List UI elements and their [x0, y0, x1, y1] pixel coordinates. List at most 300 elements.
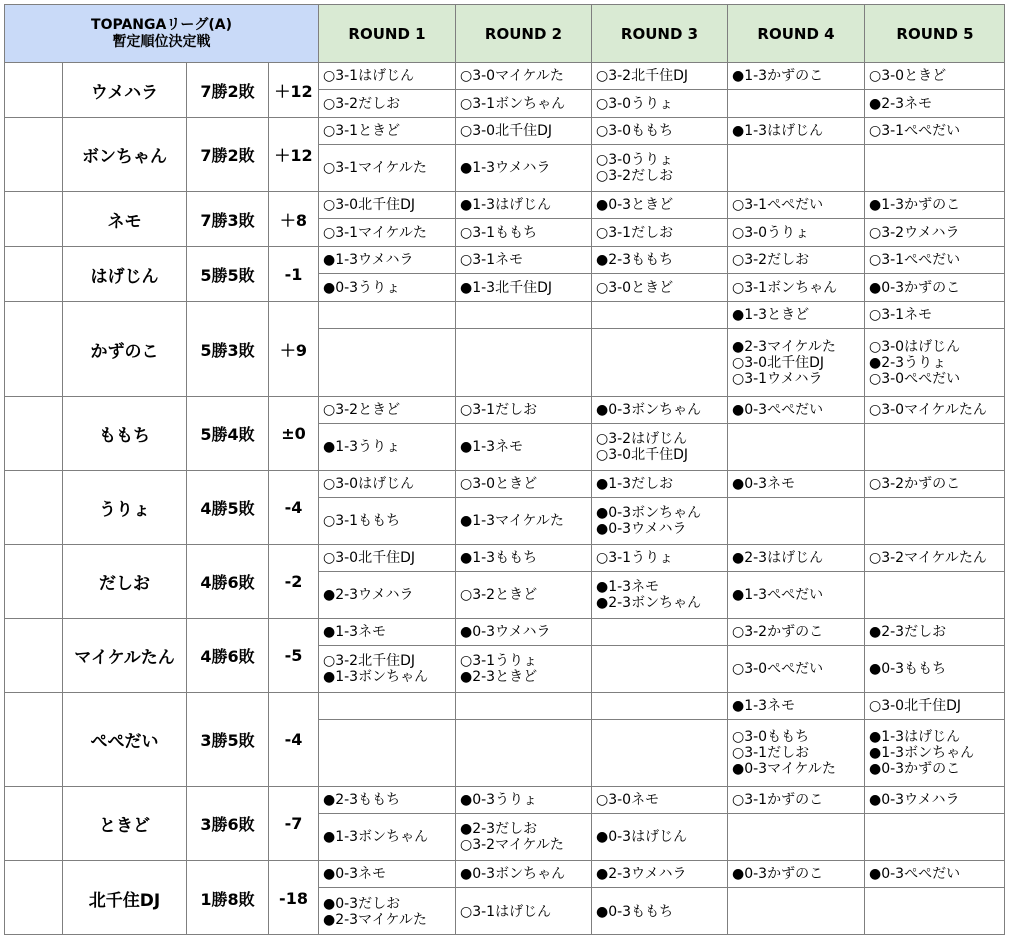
match-result-cell — [455, 618, 591, 645]
match-result-cell — [591, 218, 727, 246]
match-result: ○3-1ネモ — [460, 252, 524, 268]
match-result-cell — [591, 786, 727, 813]
round-header — [864, 4, 1005, 62]
match-result-cell — [727, 692, 864, 719]
match-result: ●0-3ウメハラ — [460, 624, 551, 640]
match-result-cell — [864, 470, 1005, 497]
match-result-cell — [727, 117, 864, 144]
match-result-cell — [318, 246, 455, 273]
match-result-cell — [318, 497, 455, 544]
player-record: 7勝2敗 — [200, 81, 255, 101]
match-result-cell — [864, 786, 1005, 813]
rank-cell — [4, 544, 62, 618]
player-name: マイケルたん — [74, 648, 175, 668]
match-result-cell — [455, 273, 591, 301]
rank-cell — [4, 692, 62, 786]
match-result-cell — [591, 470, 727, 497]
player-name-cell — [62, 191, 186, 246]
round-header-label: ROUND 3 — [620, 24, 699, 43]
match-result: ●2-3ももち — [596, 252, 674, 268]
match-result-cell — [455, 786, 591, 813]
match-result-cell — [455, 62, 591, 89]
match-result-cell — [727, 786, 864, 813]
match-result: ●1-3ボンちゃん — [869, 745, 975, 761]
player-diff-cell — [268, 786, 318, 860]
league-name: TOPANGAリーグ(A) — [91, 16, 232, 33]
match-result: ○3-0はげじん — [869, 338, 961, 355]
match-result-cell — [318, 571, 455, 618]
match-result: ●2-3ボンちゃん — [596, 595, 702, 611]
player-record-cell — [186, 470, 268, 544]
match-result: ○3-0ぺぺだい — [869, 370, 961, 387]
player-record: 3勝6敗 — [200, 815, 255, 834]
match-result: ●0-3ときど — [596, 197, 674, 213]
match-result: ○3-1ぺぺだい — [732, 197, 824, 213]
match-result: ●1-3はげじん — [869, 729, 961, 745]
match-result-cell — [318, 719, 455, 786]
match-result: ○3-1ももち — [323, 513, 401, 529]
rank-cell — [4, 786, 62, 860]
round-header — [591, 4, 727, 62]
match-result: ●0-3ぺぺだい — [732, 402, 824, 418]
player-record-cell — [186, 62, 268, 117]
match-result: ○3-0北千住DJ — [732, 354, 824, 371]
match-result-cell — [727, 497, 864, 544]
match-result-cell — [727, 218, 864, 246]
match-result: ○3-0マイケルた — [460, 68, 564, 84]
player-game-diff: ＋8 — [279, 210, 308, 230]
match-result-cell — [455, 571, 591, 618]
player-game-diff: -4 — [284, 730, 303, 749]
match-result-cell — [591, 719, 727, 786]
match-result-cell — [727, 246, 864, 273]
match-result-cell — [727, 860, 864, 887]
match-result: ●0-3かずのこ — [869, 279, 961, 296]
rank-cell — [4, 301, 62, 396]
match-result-cell — [727, 396, 864, 423]
match-result-cell — [864, 328, 1005, 396]
league-subtitle: 暫定順位決定戦 — [112, 33, 211, 50]
match-result-cell — [455, 191, 591, 218]
rank-cell — [4, 117, 62, 191]
match-result-cell — [864, 645, 1005, 692]
match-result-cell — [727, 571, 864, 618]
player-record: 4勝5敗 — [200, 499, 255, 518]
match-result: ○3-2ウメハラ — [869, 224, 960, 241]
match-result: ○3-1ぺぺだい — [869, 123, 961, 139]
match-result-cell — [318, 860, 455, 887]
match-result-cell — [864, 860, 1005, 887]
match-result: ○3-1うりょ — [596, 550, 674, 566]
match-result: ●2-3マイケルた — [323, 911, 427, 928]
match-result-cell — [591, 144, 727, 191]
match-result: ●2-3ウメハラ — [323, 587, 414, 603]
match-result-cell — [864, 191, 1005, 218]
player-record: 7勝3敗 — [200, 210, 255, 230]
match-result: ●2-3ネモ — [869, 95, 933, 112]
match-result-cell — [318, 692, 455, 719]
match-result: ●1-3はげじん — [460, 197, 552, 213]
player-name-cell — [62, 62, 186, 117]
match-result-cell — [591, 89, 727, 117]
match-result: ●0-3ウメハラ — [596, 521, 687, 537]
match-result: ●1-3ネモ — [596, 579, 660, 595]
player-name: かずのこ — [90, 341, 159, 362]
match-result-cell — [455, 470, 591, 497]
match-result-cell — [318, 786, 455, 813]
rank-cell — [4, 246, 62, 301]
match-result-cell — [727, 645, 864, 692]
league-title — [4, 4, 318, 62]
match-result: ○3-2だしお — [596, 168, 674, 184]
player-diff-cell — [268, 117, 318, 191]
match-result: ○3-1ぺぺだい — [869, 252, 961, 268]
match-result: ●0-3だしお — [323, 895, 401, 912]
match-result-cell — [727, 144, 864, 191]
match-result-cell — [727, 301, 864, 328]
match-result: ●2-3マイケルた — [732, 338, 836, 355]
match-result-cell — [591, 645, 727, 692]
rank-cell — [4, 860, 62, 935]
player-record: 5勝5敗 — [200, 265, 255, 285]
match-result-cell — [455, 544, 591, 571]
player-game-diff: -7 — [284, 814, 303, 833]
round-header-label: ROUND 2 — [484, 24, 563, 43]
player-game-diff: ±0 — [281, 424, 306, 443]
match-result: ●0-3ネモ — [732, 476, 796, 492]
match-result-cell — [318, 618, 455, 645]
match-result-cell — [318, 218, 455, 246]
match-result: ●1-3ネモ — [460, 439, 524, 455]
match-result: ○3-2はげじん — [596, 431, 688, 447]
match-result: ●0-3かずのこ — [869, 761, 961, 777]
match-result-cell — [591, 618, 727, 645]
match-result: ○3-0うりょ — [596, 152, 674, 168]
match-result: ○3-2ときど — [460, 587, 538, 603]
match-result-cell — [591, 544, 727, 571]
player-name: うりょ — [99, 500, 150, 520]
rank-cell — [4, 470, 62, 544]
player-record-cell — [186, 246, 268, 301]
match-result: ●0-3ぺぺだい — [869, 866, 961, 882]
match-result: ●0-3ボンちゃん — [596, 402, 702, 418]
match-result-cell — [864, 692, 1005, 719]
match-result: ●0-3マイケルた — [732, 761, 836, 777]
player-diff-cell — [268, 301, 318, 396]
player-record: 5勝3敗 — [200, 340, 255, 360]
match-result: ○3-0北千住DJ — [460, 123, 552, 139]
match-result-cell — [864, 246, 1005, 273]
match-result: ●0-3ウメハラ — [869, 792, 960, 808]
rank-cell — [4, 62, 62, 117]
match-result: ○3-2北千住DJ — [596, 68, 688, 84]
match-result-cell — [864, 544, 1005, 571]
player-name-cell — [62, 786, 186, 860]
match-result: ○3-2かずのこ — [732, 624, 824, 640]
match-result: ●0-3ボンちゃん — [460, 866, 566, 882]
player-name: 北千住DJ — [88, 890, 161, 911]
match-result: ●0-3ネモ — [323, 866, 387, 882]
match-result-cell — [864, 618, 1005, 645]
match-result: ●2-3ウメハラ — [596, 866, 687, 882]
player-name: ぺぺだい — [90, 732, 159, 752]
match-result-cell — [318, 89, 455, 117]
match-result-cell — [318, 645, 455, 692]
match-result: ○3-2だしお — [323, 95, 401, 112]
match-result-cell — [455, 645, 591, 692]
player-game-diff: -5 — [284, 646, 303, 665]
match-result: ●1-3だしお — [596, 476, 674, 492]
match-result: ●1-3ボンちゃん — [323, 669, 429, 685]
match-result-cell — [591, 571, 727, 618]
match-result: ○3-1マイケルた — [323, 160, 427, 176]
match-result: ●2-3はげじん — [732, 550, 824, 566]
match-result: ●0-3うりょ — [323, 279, 401, 296]
player-name-cell — [62, 692, 186, 786]
player-diff-cell — [268, 618, 318, 692]
match-result: ○3-2だしお — [732, 252, 810, 268]
match-result-cell — [864, 396, 1005, 423]
match-result: ○3-0ときど — [460, 476, 538, 492]
match-result-cell — [864, 571, 1005, 618]
match-result: ●2-3うりょ — [869, 354, 947, 371]
match-result: ○3-0ももち — [732, 729, 810, 745]
match-result-cell — [864, 813, 1005, 860]
match-result-cell — [455, 813, 591, 860]
match-result-cell — [318, 813, 455, 860]
match-result-cell — [591, 813, 727, 860]
match-result: ○3-1ときど — [323, 123, 401, 139]
match-result-cell — [727, 89, 864, 117]
match-result-cell — [591, 117, 727, 144]
player-name-cell — [62, 246, 186, 301]
match-result-cell — [318, 191, 455, 218]
match-result: ○3-0北千住DJ — [323, 197, 415, 213]
round-header — [318, 4, 455, 62]
match-result: ●1-3ももち — [460, 550, 538, 566]
match-result: ○3-1マイケルた — [323, 224, 427, 241]
match-result-cell — [318, 301, 455, 328]
match-result-cell — [727, 813, 864, 860]
match-result: ○3-1ボンちゃん — [732, 279, 838, 296]
match-result-cell — [318, 470, 455, 497]
match-result-cell — [455, 860, 591, 887]
match-result-cell — [591, 301, 727, 328]
match-result-cell — [591, 246, 727, 273]
player-record-cell — [186, 117, 268, 191]
round-header-label: ROUND 1 — [348, 24, 426, 43]
match-result-cell — [455, 692, 591, 719]
match-result: ●0-3うりょ — [460, 792, 538, 808]
match-result: ○3-2北千住DJ — [323, 653, 415, 669]
match-result-cell — [864, 887, 1005, 935]
round-header-label: ROUND 5 — [896, 24, 974, 43]
match-result: ○3-0はげじん — [323, 476, 415, 492]
player-name: ボンちゃん — [82, 147, 167, 167]
match-result: ●1-3ぺぺだい — [732, 587, 824, 603]
player-record-cell — [186, 692, 268, 786]
match-result-cell — [727, 470, 864, 497]
match-result: ○3-1はげじん — [460, 903, 552, 920]
player-record: 5勝4敗 — [200, 425, 255, 444]
player-diff-cell — [268, 860, 318, 935]
player-name: ウメハラ — [90, 82, 159, 103]
match-result-cell — [864, 144, 1005, 191]
player-name: ももち — [99, 426, 150, 446]
match-result: ○3-0北千住DJ — [596, 447, 688, 463]
player-name-cell — [62, 618, 186, 692]
match-result-cell — [318, 396, 455, 423]
player-record-cell — [186, 618, 268, 692]
player-name: ときど — [99, 816, 150, 836]
player-name-cell — [62, 301, 186, 396]
match-result: ○3-1ボンちゃん — [460, 95, 566, 112]
rank-cell — [4, 396, 62, 470]
match-result: ○3-0ネモ — [596, 792, 660, 808]
player-game-diff: -4 — [284, 498, 303, 517]
player-diff-cell — [268, 544, 318, 618]
match-result: ○3-0うりょ — [732, 224, 810, 241]
match-result: ○3-2マイケルた — [460, 837, 564, 853]
match-result-cell — [591, 396, 727, 423]
player-record-cell — [186, 786, 268, 860]
match-result-cell — [727, 719, 864, 786]
player-diff-cell — [268, 396, 318, 470]
rank-cell — [4, 191, 62, 246]
player-record: 1勝8敗 — [200, 889, 255, 909]
match-result: ●0-3かずのこ — [732, 866, 824, 882]
match-result-cell — [864, 218, 1005, 246]
player-game-diff: -2 — [284, 572, 303, 591]
player-diff-cell — [268, 191, 318, 246]
player-game-diff: ＋12 — [274, 81, 313, 101]
match-result-cell — [318, 544, 455, 571]
match-result-cell — [727, 328, 864, 396]
match-result: ●2-3ももち — [323, 792, 401, 808]
match-result-cell — [318, 117, 455, 144]
player-record-cell — [186, 544, 268, 618]
match-result-cell — [864, 89, 1005, 117]
match-result: ○3-0うりょ — [596, 95, 674, 112]
match-result: ●0-3はげじん — [596, 829, 688, 845]
match-result-cell — [455, 144, 591, 191]
match-result-cell — [318, 62, 455, 89]
player-diff-cell — [268, 246, 318, 301]
match-result-cell — [864, 301, 1005, 328]
match-result-cell — [591, 887, 727, 935]
match-result-cell — [455, 719, 591, 786]
match-result-cell — [727, 62, 864, 89]
match-result-cell — [591, 692, 727, 719]
match-result-cell — [864, 497, 1005, 544]
match-result-cell — [318, 144, 455, 191]
player-diff-cell — [268, 692, 318, 786]
match-result-cell — [455, 301, 591, 328]
match-result: ○3-1ウメハラ — [732, 370, 823, 387]
match-result-cell — [727, 423, 864, 470]
player-record: 7勝2敗 — [200, 146, 255, 165]
match-result: ●1-3うりょ — [323, 439, 401, 455]
match-result-cell — [455, 117, 591, 144]
player-record-cell — [186, 396, 268, 470]
player-game-diff: -1 — [284, 264, 303, 284]
match-result-cell — [455, 497, 591, 544]
player-record-cell — [186, 860, 268, 935]
match-result-cell — [864, 423, 1005, 470]
match-result-cell — [318, 887, 455, 935]
player-record-cell — [186, 301, 268, 396]
match-result: ○3-1だしお — [460, 402, 538, 418]
player-game-diff: ＋9 — [279, 340, 308, 360]
player-diff-cell — [268, 470, 318, 544]
match-result: ○3-0ぺぺだい — [732, 661, 824, 677]
match-result: ●1-3北千住DJ — [460, 279, 552, 296]
match-result-cell — [455, 218, 591, 246]
match-result: ●0-3ももち — [596, 903, 674, 920]
match-result: ○3-0ももち — [596, 123, 674, 139]
match-result-cell — [591, 328, 727, 396]
match-result: ○3-1ももち — [460, 224, 538, 241]
round-header — [455, 4, 591, 62]
match-result: ○3-1ネモ — [869, 307, 933, 323]
match-result-cell — [455, 887, 591, 935]
match-result-cell — [591, 273, 727, 301]
match-result: ●0-3ももち — [869, 661, 947, 677]
match-result: ○3-1かずのこ — [732, 792, 824, 808]
match-result-cell — [455, 246, 591, 273]
player-record: 4勝6敗 — [200, 573, 255, 592]
match-result: ●1-3はげじん — [732, 123, 824, 139]
match-result-cell — [864, 273, 1005, 301]
match-result: ●1-3かずのこ — [732, 68, 824, 84]
player-record: 4勝6敗 — [200, 647, 255, 666]
match-result: ○3-0北千住DJ — [323, 550, 415, 566]
match-result: ●1-3かずのこ — [869, 197, 961, 213]
match-result: ●1-3ボンちゃん — [323, 829, 429, 845]
match-result-cell — [591, 423, 727, 470]
player-game-diff: -18 — [279, 888, 308, 908]
match-result: ●0-3ボンちゃん — [596, 505, 702, 521]
match-result-cell — [864, 117, 1005, 144]
player-name-cell — [62, 117, 186, 191]
match-result: ●1-3ネモ — [732, 698, 796, 714]
match-result: ○3-0ときど — [869, 68, 947, 84]
match-result-cell — [864, 62, 1005, 89]
match-result: ○3-2マイケルたん — [869, 550, 987, 566]
player-name-cell — [62, 544, 186, 618]
match-result-cell — [455, 396, 591, 423]
match-result-cell — [591, 191, 727, 218]
match-result: ●2-3ときど — [460, 669, 538, 685]
player-name-cell — [62, 470, 186, 544]
player-diff-cell — [268, 62, 318, 117]
match-result-cell — [455, 89, 591, 117]
match-result: ○3-1だしお — [596, 224, 674, 241]
match-result-cell — [591, 497, 727, 544]
match-result-cell — [727, 618, 864, 645]
rank-cell — [4, 618, 62, 692]
match-result: ○3-0北千住DJ — [869, 698, 961, 714]
player-record: 3勝5敗 — [200, 731, 255, 750]
player-name: だしお — [99, 574, 150, 594]
match-result: ●2-3だしお — [869, 624, 947, 640]
match-result-cell — [455, 423, 591, 470]
match-result-cell — [591, 62, 727, 89]
match-result: ●1-3ウメハラ — [323, 252, 414, 268]
match-result: ○3-1だしお — [732, 745, 810, 761]
match-result: ●1-3ウメハラ — [460, 160, 551, 176]
match-result-cell — [591, 860, 727, 887]
